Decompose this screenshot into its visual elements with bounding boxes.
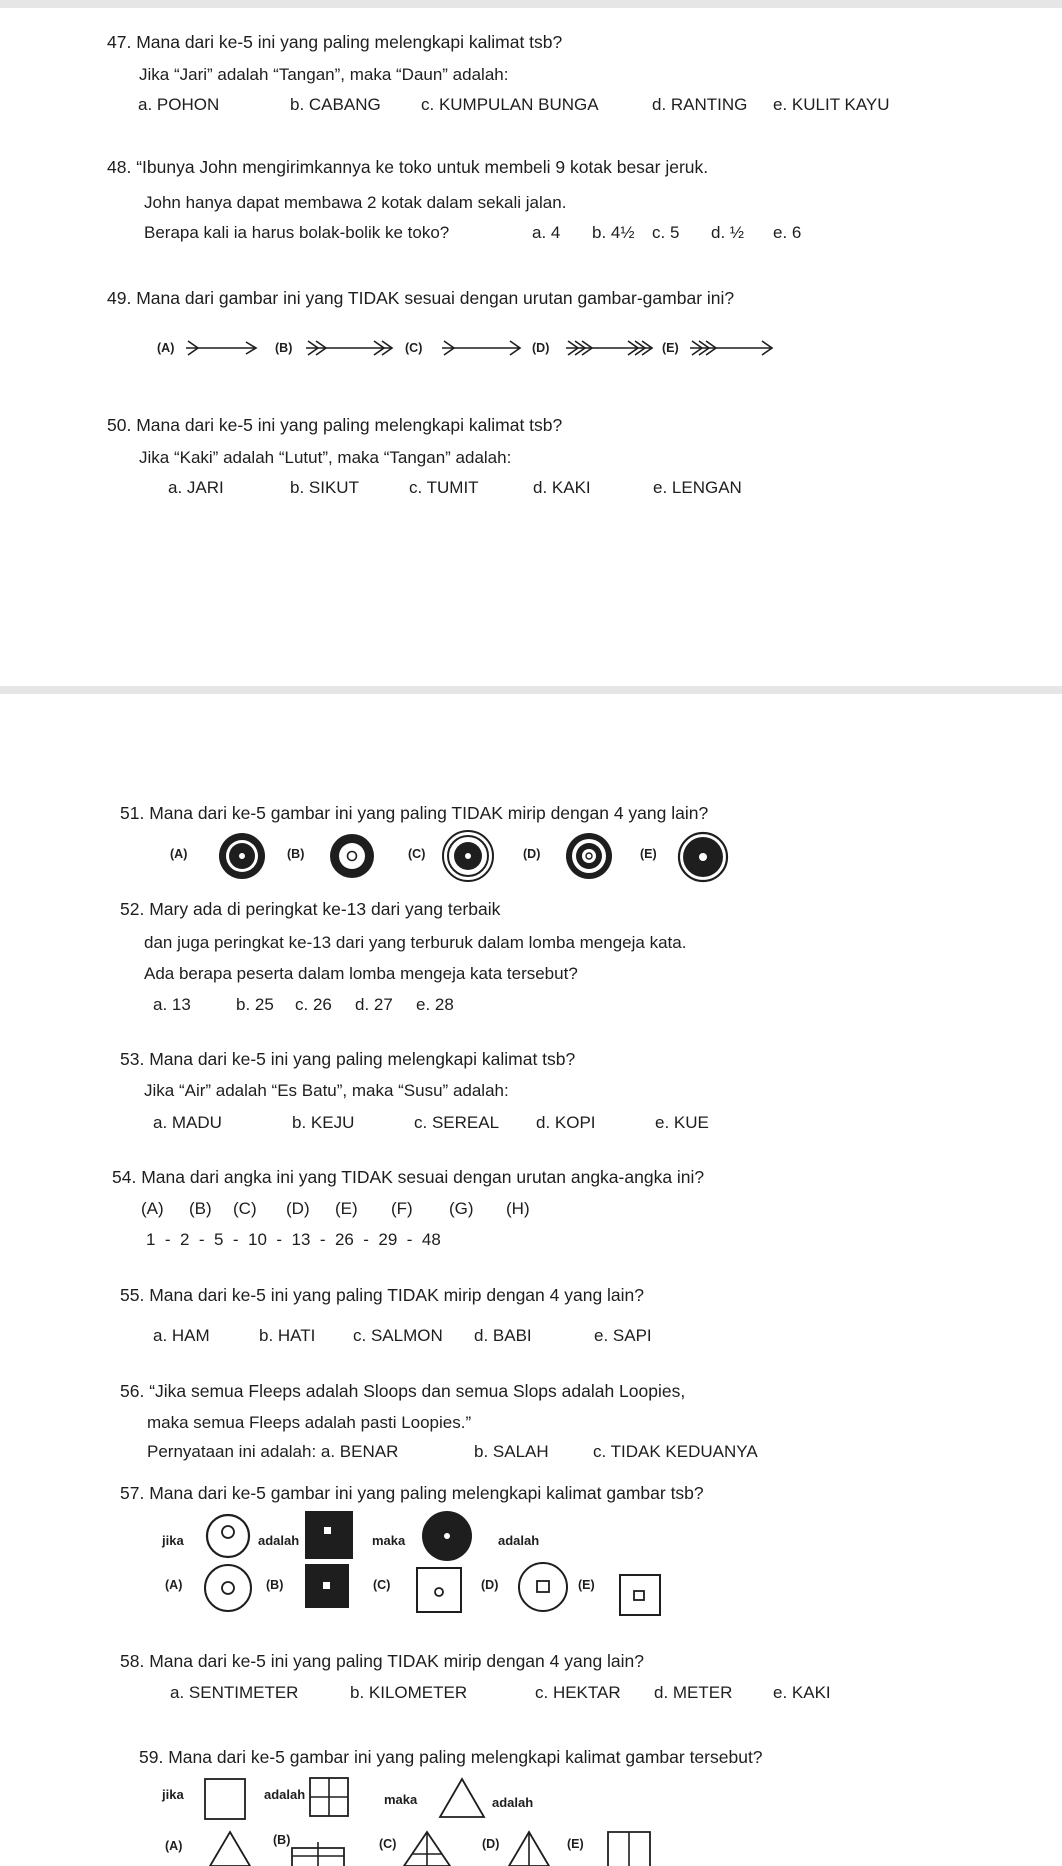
question-text: Jika “Kaki” adalah “Lutut”, maka “Tangan” adalah: bbox=[139, 448, 512, 467]
option-b[interactable]: b. HATI bbox=[259, 1326, 316, 1345]
seq-label-h[interactable]: (H) bbox=[506, 1199, 530, 1218]
number-sequence: 1 - 2 - 5 - 10 - 13 - 26 - 29 - 48 bbox=[146, 1230, 441, 1249]
word-jika: jika bbox=[162, 1787, 184, 1802]
figure-label-e[interactable]: (E) bbox=[662, 341, 679, 355]
option-b[interactable]: b. 4½ bbox=[592, 223, 635, 242]
circle-small-circle-icon bbox=[204, 1512, 252, 1560]
figure-label-d[interactable]: (D) bbox=[523, 847, 541, 861]
option-c[interactable]: c. TIDAK KEDUANYA bbox=[593, 1442, 758, 1461]
square-icon bbox=[203, 1777, 247, 1821]
word-maka: maka bbox=[372, 1533, 406, 1548]
word-adalah-2: adalah bbox=[492, 1795, 534, 1810]
circle-small-circle-icon bbox=[202, 1562, 254, 1614]
figure-label-e[interactable]: (E) bbox=[567, 1837, 584, 1851]
option-e[interactable]: e. KUE bbox=[655, 1113, 709, 1132]
question-text: Jika “Air” adalah “Es Batu”, maka “Susu” adalah: bbox=[144, 1081, 509, 1100]
question-title: 56. “Jika semua Fleeps adalah Sloops dan semua Slops adalah Loopies, bbox=[120, 1381, 686, 1401]
filled-ring-icon bbox=[676, 830, 730, 884]
question-title: 51. Mana dari ke-5 gambar ini yang paling TIDAK mirip dengan 4 yang lain? bbox=[120, 803, 709, 823]
question-title: 50. Mana dari ke-5 ini yang paling melengkapi kalimat tsb? bbox=[107, 415, 563, 435]
figure-label-b[interactable]: (B) bbox=[275, 341, 293, 355]
black-square-white-square-icon bbox=[304, 1510, 354, 1560]
quint-arrow-icon bbox=[688, 338, 776, 358]
option-d[interactable]: d. RANTING bbox=[652, 95, 748, 114]
seq-label-b[interactable]: (B) bbox=[189, 1199, 212, 1218]
option-b[interactable]: b. SIKUT bbox=[290, 478, 359, 497]
option-a[interactable]: a. MADU bbox=[153, 1113, 222, 1132]
figure-label-d[interactable]: (D) bbox=[532, 341, 550, 355]
option-a[interactable]: a. 13 bbox=[153, 995, 191, 1014]
word-maka: maka bbox=[384, 1792, 418, 1807]
quartered-square-icon bbox=[308, 1776, 350, 1818]
triple-arrow-icon bbox=[440, 338, 524, 358]
split-triangle-icon bbox=[507, 1830, 551, 1866]
option-c[interactable]: c. TUMIT bbox=[409, 478, 479, 497]
option-e[interactable]: e. 28 bbox=[416, 995, 454, 1014]
question-title: 59. Mana dari ke-5 gambar ini yang paling melengkapi kalimat gambar tersebut? bbox=[139, 1747, 763, 1767]
square-small-circle-icon bbox=[415, 1566, 463, 1614]
option-b[interactable]: b. 25 bbox=[236, 995, 274, 1014]
option-a[interactable]: a. SENTIMETER bbox=[170, 1683, 299, 1702]
option-c[interactable]: c. 5 bbox=[652, 223, 680, 242]
ring-white-dot-icon bbox=[326, 830, 378, 882]
quad-arrow-icon bbox=[564, 338, 656, 358]
triangle-icon bbox=[438, 1777, 486, 1819]
question-text: John hanya dapat membawa 2 kotak dalam sekali jalan. bbox=[144, 193, 567, 212]
option-b[interactable]: b. KILOMETER bbox=[350, 1683, 468, 1702]
page-2 bbox=[0, 694, 1062, 1866]
option-b[interactable]: b. CABANG bbox=[290, 95, 381, 114]
ring-black-dot-icon bbox=[216, 830, 268, 882]
option-d[interactable]: d. BABI bbox=[474, 1326, 532, 1345]
question-text: Berapa kali ia harus bolak-bolik ke toko? bbox=[144, 223, 450, 242]
seq-label-f[interactable]: (F) bbox=[391, 1199, 413, 1218]
question-title: 55. Mana dari ke-5 ini yang paling TIDAK mirip dengan 4 yang lain? bbox=[120, 1285, 645, 1305]
word-adalah: adalah bbox=[264, 1787, 306, 1802]
black-circle-white-dot-icon bbox=[421, 1510, 473, 1562]
word-adalah-2: adalah bbox=[498, 1533, 540, 1548]
question-text: Jika “Jari” adalah “Tangan”, maka “Daun” adalah: bbox=[139, 65, 509, 84]
page-gap bbox=[0, 686, 1062, 694]
option-c[interactable]: c. 26 bbox=[295, 995, 332, 1014]
triple-ring-icon bbox=[440, 828, 496, 884]
figure-label-e[interactable]: (E) bbox=[578, 1578, 595, 1592]
figure-label-a[interactable]: (A) bbox=[165, 1578, 183, 1592]
seq-label-c[interactable]: (C) bbox=[233, 1199, 257, 1218]
question-title: 53. Mana dari ke-5 ini yang paling melengkapi kalimat tsb? bbox=[120, 1049, 576, 1069]
seq-label-a[interactable]: (A) bbox=[141, 1199, 164, 1218]
figure-label-a[interactable]: (A) bbox=[170, 847, 188, 861]
figure-label-b[interactable]: (B) bbox=[273, 1833, 291, 1847]
figure-label-d[interactable]: (D) bbox=[482, 1837, 500, 1851]
option-b[interactable]: b. SALAH bbox=[474, 1442, 549, 1461]
option-a[interactable]: a. JARI bbox=[168, 478, 224, 497]
question-text: Pernyataan ini adalah: a. BENAR bbox=[147, 1442, 399, 1461]
figure-label-c[interactable]: (C) bbox=[408, 847, 426, 861]
figure-label-b[interactable]: (B) bbox=[266, 1578, 284, 1592]
seq-label-e[interactable]: (E) bbox=[335, 1199, 358, 1218]
option-c[interactable]: c. KUMPULAN BUNGA bbox=[421, 95, 599, 114]
option-a[interactable]: a. HAM bbox=[153, 1326, 210, 1345]
figure-label-c[interactable]: (C) bbox=[405, 341, 423, 355]
option-a[interactable]: a. POHON bbox=[138, 95, 220, 114]
option-d[interactable]: d. METER bbox=[654, 1683, 733, 1702]
figure-label-b[interactable]: (B) bbox=[287, 847, 305, 861]
question-title: 49. Mana dari gambar ini yang TIDAK sesuai dengan urutan gambar-gambar ini? bbox=[107, 288, 735, 308]
option-e[interactable]: e. SAPI bbox=[594, 1326, 652, 1345]
figure-label-a[interactable]: (A) bbox=[165, 1839, 183, 1853]
question-title: 58. Mana dari ke-5 ini yang paling TIDAK mirip dengan 4 yang lain? bbox=[120, 1651, 645, 1671]
option-e[interactable]: e. LENGAN bbox=[653, 478, 742, 497]
split-square-icon bbox=[606, 1830, 652, 1866]
figure-label-d[interactable]: (D) bbox=[481, 1578, 499, 1592]
square-small-square-icon bbox=[618, 1573, 662, 1617]
double-ring-icon bbox=[563, 830, 615, 882]
double-arrow-icon bbox=[304, 338, 396, 358]
seq-label-d[interactable]: (D) bbox=[286, 1199, 310, 1218]
circle-small-square-icon bbox=[516, 1560, 570, 1614]
word-jika: jika bbox=[162, 1533, 184, 1548]
figure-label-c[interactable]: (C) bbox=[373, 1578, 391, 1592]
split-triangle-icon bbox=[402, 1830, 452, 1866]
question-text: dan juga peringkat ke-13 dari yang terburuk dalam lomba mengeja kata. bbox=[144, 933, 687, 952]
option-c[interactable]: c. HEKTAR bbox=[535, 1683, 621, 1702]
option-d[interactable]: d. KAKI bbox=[533, 478, 591, 497]
option-d[interactable]: d. 27 bbox=[355, 995, 393, 1014]
quartered-square-icon bbox=[290, 1840, 346, 1866]
option-e[interactable]: e. KULIT KAYU bbox=[773, 95, 890, 114]
question-title: 47. Mana dari ke-5 ini yang paling melengkapi kalimat tsb? bbox=[107, 32, 563, 52]
option-c[interactable]: c. SALMON bbox=[353, 1326, 443, 1345]
option-e[interactable]: e. 6 bbox=[773, 223, 802, 242]
black-square-white-square-icon bbox=[304, 1563, 350, 1609]
option-b[interactable]: b. KEJU bbox=[292, 1113, 355, 1132]
question-title: 48. “Ibunya John mengirimkannya ke toko untuk membeli 9 kotak besar jeruk. bbox=[107, 157, 709, 177]
question-text: maka semua Fleeps adalah pasti Loopies.” bbox=[147, 1413, 472, 1432]
option-a[interactable]: a. 4 bbox=[532, 223, 561, 242]
option-e[interactable]: e. KAKI bbox=[773, 1683, 831, 1702]
question-title: 57. Mana dari ke-5 gambar ini yang paling melengkapi kalimat gambar tsb? bbox=[120, 1483, 704, 1503]
word-adalah: adalah bbox=[258, 1533, 300, 1548]
top-band bbox=[0, 0, 1062, 8]
seq-label-g[interactable]: (G) bbox=[449, 1199, 474, 1218]
figure-label-a[interactable]: (A) bbox=[157, 341, 175, 355]
option-d[interactable]: d. ½ bbox=[711, 223, 745, 242]
question-text: Ada berapa peserta dalam lomba mengeja kata tersebut? bbox=[144, 964, 578, 983]
question-title: 54. Mana dari angka ini yang TIDAK sesuai dengan urutan angka-angka ini? bbox=[112, 1167, 705, 1187]
figure-label-c[interactable]: (C) bbox=[379, 1837, 397, 1851]
figure-label-e[interactable]: (E) bbox=[640, 847, 657, 861]
option-d[interactable]: d. KOPI bbox=[536, 1113, 596, 1132]
option-c[interactable]: c. SEREAL bbox=[414, 1113, 500, 1132]
single-arrow-icon bbox=[184, 338, 260, 358]
triangle-icon bbox=[208, 1830, 252, 1866]
question-title: 52. Mary ada di peringkat ke-13 dari yang terbaik bbox=[120, 899, 501, 919]
